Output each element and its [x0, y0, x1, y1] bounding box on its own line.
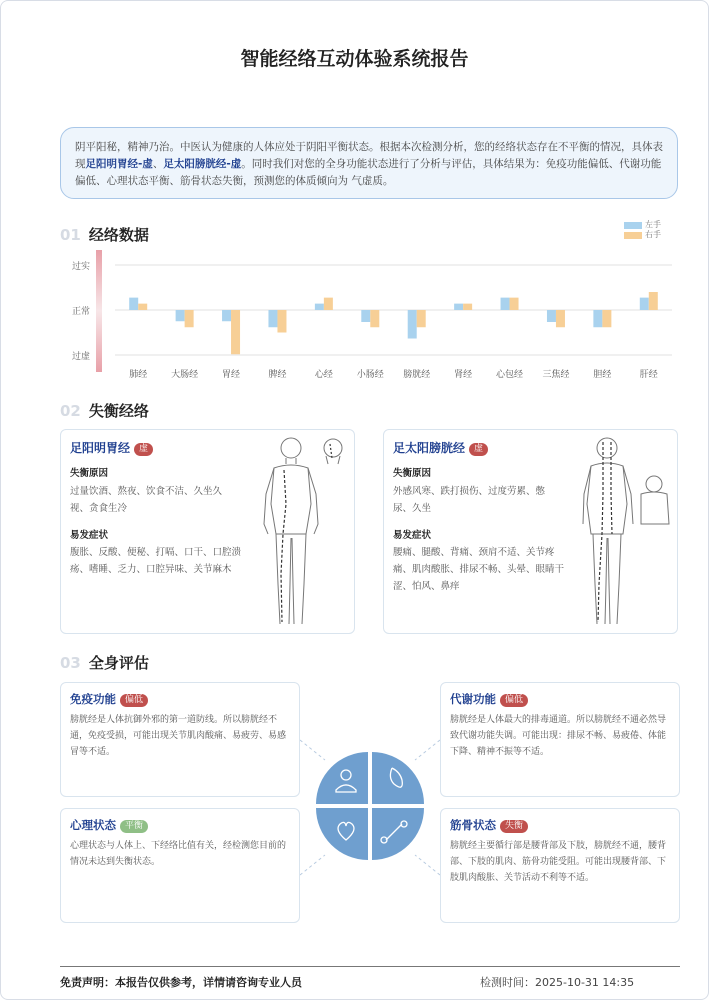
status-badge: 失衡	[500, 820, 528, 833]
footer-disclaimer: 免责声明：本报告仅供参考，详情请咨询专业人员	[60, 976, 302, 989]
symptom-label: 易发症状	[393, 530, 432, 541]
section-title: 全身评估	[88, 654, 149, 672]
bar-right	[138, 304, 147, 310]
meridian-card-title	[393, 439, 488, 456]
legend-item-left	[624, 220, 661, 230]
x-tick-label: 三焦经	[542, 370, 570, 380]
y-level-label: 过虚	[71, 352, 90, 362]
x-tick-label: 心经	[314, 370, 333, 380]
bar-left	[268, 310, 277, 327]
status-badge: 偏低	[120, 694, 148, 707]
bar-left	[593, 310, 602, 327]
cause-label: 失衡原因	[393, 468, 432, 479]
assessment-text: 心理状态与人体上、下经络比值有关，经检测您目前的情况未达到失衡状态。	[70, 841, 287, 867]
meridian-name: 足阳明胃经	[70, 441, 131, 455]
meridian-chart-svg	[60, 248, 680, 388]
bar-right	[231, 310, 240, 354]
y-axis-gradient	[96, 250, 102, 372]
meridian-card-stomach	[60, 429, 355, 634]
bar-right	[417, 310, 426, 327]
cause-text: 过量饮酒、熬夜、饮食不洁、久坐久视、贪食生冷	[70, 486, 223, 514]
bar-left	[222, 310, 231, 321]
assessment-title	[450, 691, 528, 707]
assessment-title	[70, 691, 148, 707]
bar-right	[510, 298, 519, 310]
section-header-imbalanced	[60, 400, 149, 421]
legend-label-right: 右手	[645, 230, 661, 239]
legend-item-right	[624, 230, 661, 240]
assessment-text: 膀胱经是人体抗御外邪的第一道防线。所以膀胱经不通，免疫受损，可能出现关节肌肉酸痛、易疲劳、易感冒等不适。	[70, 715, 287, 757]
bar-left	[454, 304, 463, 310]
assessment-name: 代谢功能	[450, 692, 496, 706]
summary-separator: 、	[152, 158, 164, 170]
body-figure-front-illustration	[256, 434, 351, 632]
x-tick-label: 肝经	[639, 370, 658, 380]
body-quadrant-graphic	[312, 748, 428, 864]
quadrant-mental	[316, 808, 368, 860]
assessment-card-mental	[60, 808, 300, 923]
status-badge: 虚	[469, 443, 488, 456]
section-title: 失衡经络	[88, 402, 149, 420]
meridian-card-bladder	[383, 429, 678, 634]
assessment-title	[70, 817, 148, 833]
section-header-meridian-data	[60, 224, 149, 245]
x-tick-label: 膀胱经	[403, 370, 431, 380]
report-title: 智能经络互动体验系统报告	[240, 48, 469, 70]
bar-left	[176, 310, 185, 321]
summary-highlight-2: 足太阳膀胱经-虚	[163, 158, 242, 170]
summary-text-1: 阴平阳秘，精神乃治。中医认为健康的人体应处于阴阳平衡状态。根据本次检测分析，您的经络状态存在不平衡的情况，具体表现	[75, 141, 663, 170]
y-level-label: 正常	[71, 307, 90, 317]
time-value: 2025-10-31 14:35	[535, 976, 635, 989]
assessment-name: 心理状态	[70, 818, 116, 832]
x-tick-label: 胃经	[222, 370, 241, 380]
section-number: 02	[60, 402, 81, 420]
assessment-text: 膀胱经主要循行部是腰背部及下肢，膀胱经不通，腰背部、下肢的肌肉、筋骨功能受阻。可能出现腰背部、下肢肌肉酸胀、关节活动不利等不适。	[450, 841, 667, 883]
status-badge: 偏低	[500, 694, 528, 707]
summary-text-2: 。同时我们对您的全身功能状态进行了分析与评估，具体结果为：免疫功能偏低、代谢功能偏低、心理状态平衡、筋骨状态失衡，预测您的体质倾向为 气虚质。	[75, 158, 662, 187]
bar-right	[185, 310, 194, 327]
section-title: 经络数据	[88, 226, 149, 244]
bar-right	[463, 304, 472, 310]
bar-right	[370, 310, 379, 327]
legend-swatch-left	[624, 222, 642, 229]
bar-right	[602, 310, 611, 327]
x-tick-label: 心包经	[496, 370, 524, 380]
bar-left	[361, 310, 370, 322]
meridian-chart	[60, 248, 680, 388]
assessment-text: 膀胱经是人体最大的排毒通道。所以膀胱经不通必然导致代谢功能失调。可能出现：排尿不畅、易疲倦、体能下降、精神不振等不适。	[450, 715, 667, 757]
quadrant-bones	[372, 808, 424, 860]
bar-left	[640, 298, 649, 310]
x-tick-label: 小肠经	[356, 370, 384, 380]
time-label: 检测时间：	[480, 976, 535, 989]
assessment-card-metabolic	[440, 682, 680, 797]
assessment-name: 筋骨状态	[450, 818, 496, 832]
symptom-label: 易发症状	[70, 530, 109, 541]
bar-left	[129, 298, 138, 310]
x-tick-label: 胆经	[593, 370, 612, 380]
cause-text: 外感风寒、跌打损伤、过度劳累、憋尿、久坐	[393, 486, 546, 514]
assessment-card-bones	[440, 808, 680, 923]
bar-right	[277, 310, 286, 333]
x-tick-label: 脾经	[268, 370, 287, 380]
summary-highlight-1: 足阳明胃经-虚	[85, 158, 153, 170]
footer-time	[480, 974, 634, 990]
symptom-text: 腹胀、反酸、便秘、打嗝、口干、口腔溃疡、嗜睡、乏力、口腔异味、关节麻木	[70, 547, 242, 575]
assessment-card-immune	[60, 682, 300, 797]
x-tick-label: 肾经	[454, 370, 473, 380]
assessment-title	[450, 817, 528, 833]
x-tick-label: 大肠经	[171, 370, 199, 380]
section-number: 01	[60, 226, 81, 244]
y-level-label: 过实	[71, 262, 90, 272]
bar-right	[324, 298, 333, 310]
footer-divider	[60, 966, 680, 967]
bar-left	[315, 304, 324, 310]
bar-left	[547, 310, 556, 322]
quadrant-metabolic	[372, 752, 424, 804]
legend-swatch-right	[624, 232, 642, 239]
bar-right	[649, 292, 658, 310]
status-badge: 平衡	[120, 820, 148, 833]
summary-box	[60, 127, 678, 199]
cause-label: 失衡原因	[70, 468, 109, 479]
section-header-whole-body	[60, 652, 149, 673]
bar-right	[556, 310, 565, 327]
section-number: 03	[60, 654, 81, 672]
meridian-name: 足太阳膀胱经	[393, 441, 466, 455]
symptom-text: 腰痛、腿酸、背痛、颈肩不适、关节疼痛、肌肉酸胀、排尿不畅、头晕、眼睛干涩、怕风、鼻痒	[393, 547, 565, 592]
x-tick-label: 肺经	[129, 370, 148, 380]
legend-label-left: 左手	[645, 220, 661, 229]
assessment-name: 免疫功能	[70, 692, 116, 706]
chart-legend	[624, 220, 661, 240]
status-badge: 虚	[134, 443, 153, 456]
bar-left	[408, 310, 417, 339]
bar-left	[501, 298, 510, 310]
body-figure-back-illustration	[579, 434, 674, 632]
meridian-card-title	[70, 439, 153, 456]
